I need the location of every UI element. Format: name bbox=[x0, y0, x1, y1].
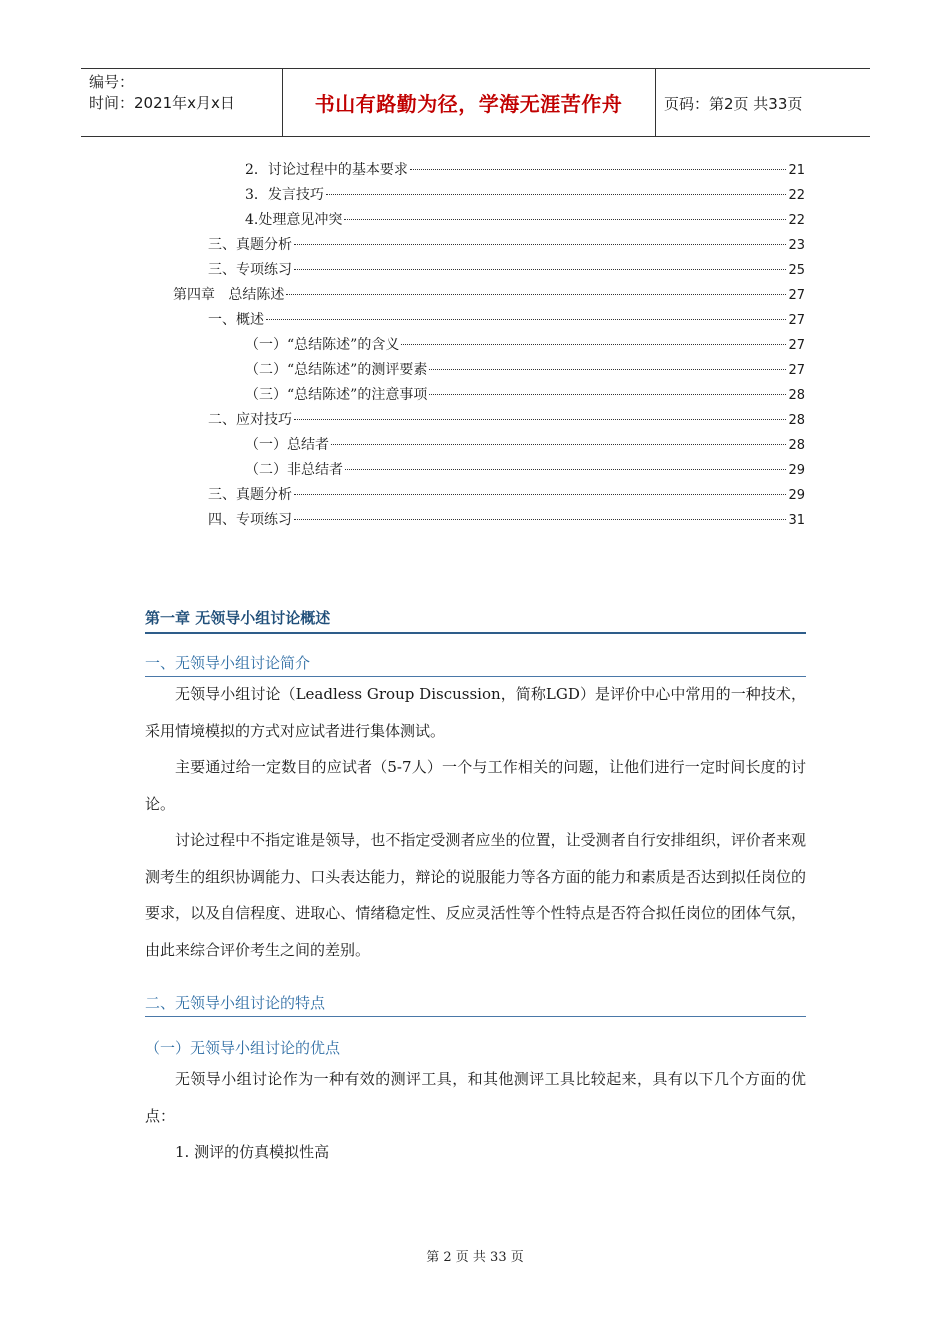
toc-entry[interactable] bbox=[173, 284, 805, 306]
toc-leader bbox=[344, 219, 786, 220]
chapter-title: 第一章 无领导小组讨论概述 bbox=[145, 607, 806, 634]
toc-entry-title: （二）“总结陈述”的测评要素 bbox=[245, 362, 428, 378]
toc-leader bbox=[286, 294, 786, 295]
toc-entry-page: 28 bbox=[788, 388, 805, 403]
toc-entry-title: （一）总结者 bbox=[245, 437, 329, 453]
doc-number-label: 编号： bbox=[89, 73, 135, 91]
toc-entry[interactable] bbox=[208, 259, 805, 281]
toc-entry-title: 3．发言技巧 bbox=[245, 187, 324, 203]
toc-entry[interactable] bbox=[245, 359, 805, 381]
toc-entry[interactable] bbox=[245, 434, 805, 456]
page-footer: 第 2 页 共 33 页 bbox=[426, 1250, 524, 1265]
toc-leader bbox=[266, 319, 786, 320]
toc-entry[interactable] bbox=[208, 409, 805, 431]
toc-entry-page: 29 bbox=[788, 488, 805, 503]
toc-leader bbox=[294, 244, 786, 245]
paragraph: 无领导小组讨论（Leadless Group Discussion，简称LGD）是评价中心中常用的一种技术，采用情境模拟的方式对应试者进行集体测试。 bbox=[145, 685, 806, 740]
toc-leader bbox=[294, 269, 786, 270]
paragraph: 讨论过程中不指定谁是领导，也不指定受测者应坐的位置，让受测者自行安排组织，评价者来观测考生的组织协调能力、口头表达能力，辩论的说服能力等各方面的能力和素质是否达到拟任岗位的要求，以及自信程度、进取心、情绪稳定性、反应灵活性等个性特点是否符合拟任岗位的团体气氛，由此来综合评价考生之间的差别。 bbox=[145, 831, 806, 959]
toc-entry-title: （三）“总结陈述”的注意事项 bbox=[245, 387, 428, 403]
toc-entry[interactable] bbox=[245, 384, 805, 406]
toc-leader bbox=[429, 369, 786, 370]
toc-entry[interactable] bbox=[245, 209, 805, 231]
toc-entry-title: （二）非总结者 bbox=[245, 462, 343, 478]
page-header bbox=[81, 68, 870, 137]
toc-entry-page: 31 bbox=[788, 513, 805, 528]
toc-entry-title: 三、真题分析 bbox=[208, 237, 292, 253]
toc-entry-page: 27 bbox=[788, 313, 805, 328]
toc-leader bbox=[401, 344, 786, 345]
subsection-title: （一）无领导小组讨论的优点 bbox=[145, 1039, 341, 1057]
toc-entry-title: 一、概述 bbox=[208, 312, 264, 328]
paragraph: 主要通过给一定数目的应试者（5-7人）一个与工作相关的问题，让他们进行一定时间长度的讨论。 bbox=[145, 758, 806, 813]
toc-entry-title: 第四章 总结陈述 bbox=[173, 287, 285, 303]
paragraph: 无领导小组讨论作为一种有效的测评工具，和其他测评工具比较起来，具有以下几个方面的优点： bbox=[145, 1070, 806, 1125]
toc-entry[interactable] bbox=[208, 234, 805, 256]
toc-entry[interactable] bbox=[208, 509, 805, 531]
header-motto: 书山有路勤为径，学海无涯苦作舟 bbox=[314, 92, 623, 116]
toc-entry-title: 三、专项练习 bbox=[208, 262, 292, 278]
header-meta bbox=[89, 72, 235, 114]
toc-leader bbox=[345, 469, 786, 470]
list-item: 1. 测评的仿真模拟性高 bbox=[175, 1143, 330, 1161]
toc-leader bbox=[429, 394, 786, 395]
toc-entry[interactable] bbox=[245, 159, 805, 181]
toc-entry-page: 27 bbox=[788, 363, 805, 378]
toc-entry-title: 二、应对技巧 bbox=[208, 412, 292, 428]
toc-entry-title: （一）“总结陈述”的含义 bbox=[245, 337, 400, 353]
date-label: 时间：2021年x月x日 bbox=[89, 94, 235, 112]
toc-entry-page: 27 bbox=[788, 288, 805, 303]
toc-leader bbox=[410, 169, 787, 170]
toc-leader bbox=[294, 419, 786, 420]
toc-entry-page: 22 bbox=[788, 188, 805, 203]
toc-entry-page: 28 bbox=[788, 438, 805, 453]
toc-entry-page: 23 bbox=[788, 238, 805, 253]
toc-entry[interactable] bbox=[245, 184, 805, 206]
toc-leader bbox=[294, 519, 786, 520]
toc-entry-page: 29 bbox=[788, 463, 805, 478]
toc-leader bbox=[331, 444, 786, 445]
toc-entry-page: 28 bbox=[788, 413, 805, 428]
toc-entry-page: 27 bbox=[788, 338, 805, 353]
toc-entry[interactable] bbox=[208, 484, 805, 506]
toc-entry[interactable] bbox=[245, 334, 805, 356]
toc-entry-page: 25 bbox=[788, 263, 805, 278]
section-title: 二、无领导小组讨论的特点 bbox=[145, 992, 806, 1017]
toc-entry-page: 21 bbox=[788, 163, 805, 178]
toc-entry-title: 2．讨论过程中的基本要求 bbox=[245, 162, 408, 178]
toc-entry-title: 4.处理意见冲突 bbox=[245, 212, 343, 228]
header-page-label: 页码：第2页 共33页 bbox=[664, 95, 803, 113]
toc-leader bbox=[294, 494, 786, 495]
toc-entry[interactable] bbox=[245, 459, 805, 481]
toc-entry-title: 四、专项练习 bbox=[208, 512, 292, 528]
toc-entry-page: 22 bbox=[788, 213, 805, 228]
toc-leader bbox=[326, 194, 787, 195]
header-divider bbox=[655, 69, 656, 136]
toc-entry-title: 三、真题分析 bbox=[208, 487, 292, 503]
section-title: 一、无领导小组讨论简介 bbox=[145, 652, 806, 677]
toc-entry[interactable] bbox=[208, 309, 805, 331]
